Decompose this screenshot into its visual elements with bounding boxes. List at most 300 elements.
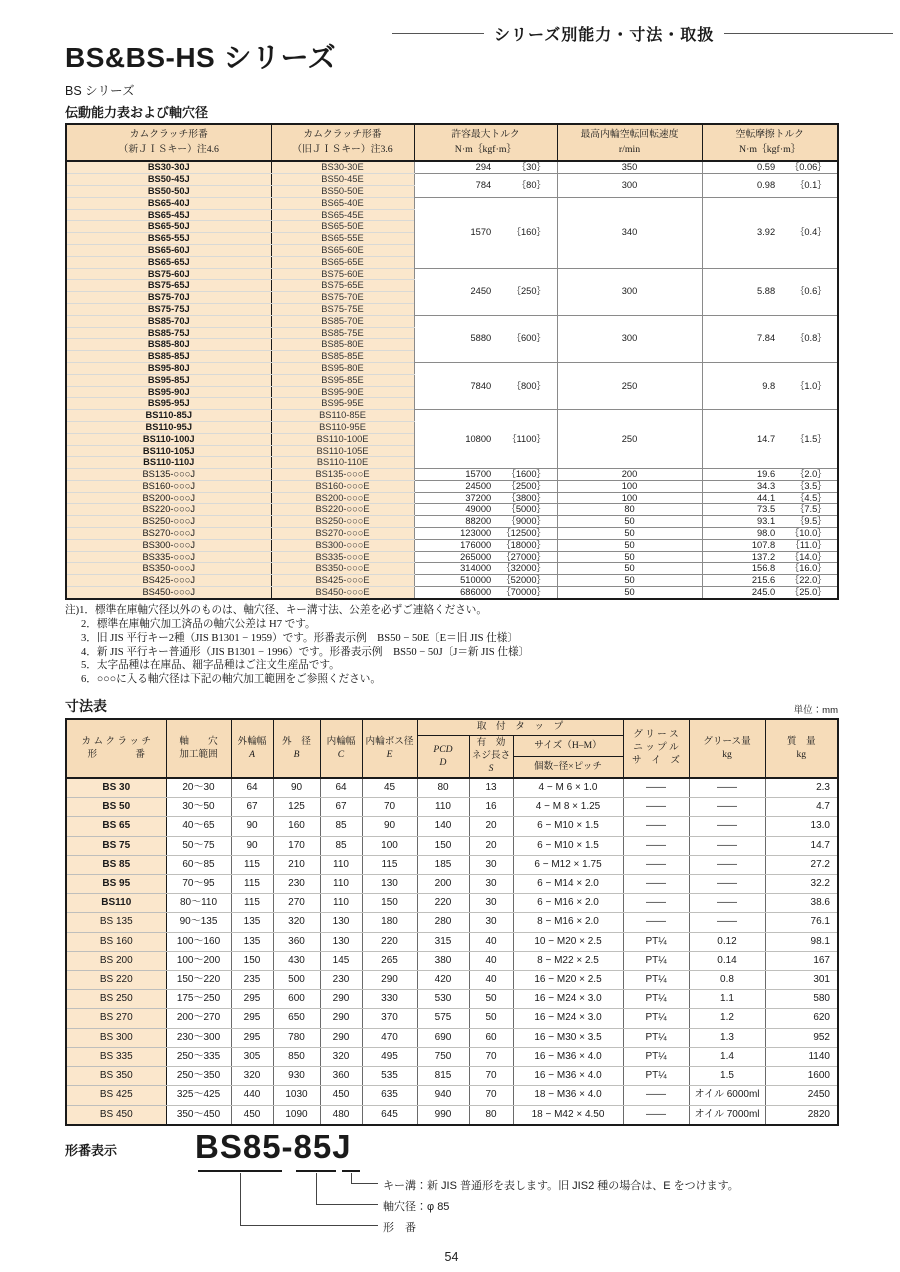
model-new-jis-cell: BS135-○○○J — [66, 469, 271, 481]
dimension-row — [66, 1086, 838, 1105]
torque-kgf-value: ｛160｝ — [511, 227, 546, 238]
capacity-table-header — [66, 124, 838, 161]
torque-nm-value: 314000 — [460, 563, 492, 574]
model-old-jis-cell: BS75-70E — [271, 292, 414, 304]
capacity-row — [66, 161, 838, 173]
max-torque-cell — [414, 268, 557, 315]
drag-nm-value: 14.7 — [757, 433, 776, 444]
model-old-jis-cell: BS75-75E — [271, 303, 414, 315]
drag-torque-cell — [702, 174, 838, 198]
unit-note: 単位：mm — [793, 705, 838, 717]
overrun-speed-cell: 300 — [557, 268, 702, 315]
grease-amount-cell: —— — [689, 798, 765, 817]
model-cell: BS 30 — [66, 778, 166, 798]
tap-size-cell: 6 − M10 × 1.5 — [513, 836, 623, 855]
overrun-speed-cell: 250 — [557, 410, 702, 469]
capacity-row — [66, 268, 838, 280]
thread-length-cell: 30 — [469, 913, 513, 932]
torque-nm-value: 15700 — [465, 469, 492, 480]
note-line — [65, 673, 838, 687]
overrun-speed-cell: 50 — [557, 528, 702, 540]
thread-length-cell: 30 — [469, 855, 513, 874]
drag-torque-cell — [702, 480, 838, 492]
model-old-jis-cell: BS335-○○○E — [271, 551, 414, 563]
inner-width-cell: 145 — [320, 951, 362, 970]
mass-cell: 4.7 — [765, 798, 838, 817]
dimension-row — [66, 778, 838, 798]
torque-nm-value: 123000 — [460, 528, 492, 539]
outer-width-cell: 440 — [231, 1086, 273, 1105]
pcd-cell: 220 — [417, 894, 469, 913]
max-torque-cell — [414, 161, 557, 173]
capacity-row — [66, 197, 838, 209]
underline-bore-part — [296, 1170, 336, 1172]
drag-kgf-value: ｛1.5｝ — [795, 433, 827, 444]
overrun-speed-cell: 80 — [557, 504, 702, 516]
inner-boss-diameter-cell: 635 — [362, 1086, 417, 1105]
tap-size-cell: 16 − M36 × 4.0 — [513, 1047, 623, 1066]
outer-diameter-cell: 230 — [273, 875, 320, 894]
model-new-jis-cell: BS425-○○○J — [66, 575, 271, 587]
grease-nipple-cell: —— — [623, 913, 689, 932]
model-old-jis-cell: BS65-60E — [271, 244, 414, 256]
max-torque-cell — [414, 539, 557, 551]
torque-kgf-value: ｛18000｝ — [501, 539, 546, 550]
inner-boss-diameter-cell: 645 — [362, 1105, 417, 1125]
model-old-jis-cell: BS135-○○○E — [271, 469, 414, 481]
dimension-table-body — [66, 778, 838, 1125]
dim-header-size-detail: 個数−径×ピッチ — [513, 757, 623, 778]
grease-amount-cell: —— — [689, 855, 765, 874]
grease-amount-cell: —— — [689, 875, 765, 894]
grease-nipple-cell: PT¼ — [623, 1028, 689, 1047]
torque-nm-value: 2450 — [470, 286, 492, 297]
grease-nipple-cell: —— — [623, 778, 689, 798]
grease-amount-cell: —— — [689, 836, 765, 855]
dimension-row — [66, 951, 838, 970]
grease-nipple-cell: PT¼ — [623, 990, 689, 1009]
model-cell: BS 425 — [66, 1086, 166, 1105]
bore-range-cell: 250〜335 — [166, 1047, 231, 1066]
model-cell: BS 65 — [66, 817, 166, 836]
mass-cell: 952 — [765, 1028, 838, 1047]
dimension-row — [66, 894, 838, 913]
dimension-table-header — [66, 719, 838, 778]
torque-kgf-value: ｛1100｝ — [507, 433, 546, 444]
model-cell: BS 85 — [66, 855, 166, 874]
drag-nm-value: 7.84 — [757, 333, 776, 344]
tap-size-cell: 6 − M10 × 1.5 — [513, 817, 623, 836]
drag-torque-cell — [702, 504, 838, 516]
model-old-jis-cell: BS50-45E — [271, 174, 414, 186]
torque-kgf-value: ｛250｝ — [511, 286, 546, 297]
torque-nm-value: 176000 — [460, 539, 492, 550]
capacity-row — [66, 528, 838, 540]
outer-diameter-cell: 320 — [273, 913, 320, 932]
torque-kgf-value: ｛30｝ — [516, 162, 546, 173]
outer-diameter-cell: 930 — [273, 1067, 320, 1086]
note-text: 5．太字品種は在庫品、細字品種はご注文生産品です。 — [81, 660, 340, 672]
outer-diameter-cell: 650 — [273, 1009, 320, 1028]
pcd-cell: 140 — [417, 817, 469, 836]
outer-diameter-cell: 780 — [273, 1028, 320, 1047]
dimension-row — [66, 1047, 838, 1066]
overrun-speed-cell: 50 — [557, 551, 702, 563]
dim-header-model: カ ム ク ラ ッ チ 形 番 — [66, 719, 166, 778]
model-cell: BS 220 — [66, 971, 166, 990]
pcd-cell: 420 — [417, 971, 469, 990]
dimension-row — [66, 990, 838, 1009]
outer-width-cell: 295 — [231, 1009, 273, 1028]
grease-nipple-cell: —— — [623, 1086, 689, 1105]
max-torque-cell — [414, 551, 557, 563]
max-torque-cell — [414, 528, 557, 540]
model-cell: BS 95 — [66, 875, 166, 894]
inner-width-cell: 85 — [320, 836, 362, 855]
outer-diameter-cell: 90 — [273, 778, 320, 798]
capacity-row — [66, 315, 838, 327]
pcd-cell: 280 — [417, 913, 469, 932]
torque-nm-value: 88200 — [465, 516, 492, 527]
torque-nm-value: 784 — [475, 180, 492, 191]
torque-nm-value: 510000 — [460, 575, 492, 586]
outer-width-cell: 450 — [231, 1105, 273, 1125]
model-new-jis-cell: BS110-85J — [66, 410, 271, 422]
outer-width-cell: 235 — [231, 971, 273, 990]
outer-width-cell: 64 — [231, 778, 273, 798]
grease-nipple-cell: —— — [623, 1105, 689, 1125]
torque-kgf-value: ｛3800｝ — [506, 492, 546, 503]
grease-amount-cell: 0.8 — [689, 971, 765, 990]
tap-size-cell: 16 − M24 × 3.0 — [513, 1009, 623, 1028]
model-old-jis-cell: BS30-30E — [271, 161, 414, 173]
drag-torque-cell — [702, 161, 838, 173]
drag-nm-value: 19.6 — [757, 469, 776, 480]
inner-boss-diameter-cell: 290 — [362, 971, 417, 990]
corner-tab-label: シリーズ別能力・寸法・取扱 — [494, 27, 715, 44]
bore-range-cell: 50〜75 — [166, 836, 231, 855]
pcd-cell: 315 — [417, 932, 469, 951]
grease-amount-cell: 1.3 — [689, 1028, 765, 1047]
dim-header-c: 内輪幅 C — [320, 719, 362, 778]
mass-cell: 98.1 — [765, 932, 838, 951]
drag-kgf-value: ｛3.5｝ — [795, 480, 827, 491]
grease-nipple-cell: —— — [623, 875, 689, 894]
model-new-jis-cell: BS95-85J — [66, 374, 271, 386]
torque-kgf-value: ｛9000｝ — [506, 516, 546, 527]
pcd-cell: 940 — [417, 1086, 469, 1105]
pcd-cell: 185 — [417, 855, 469, 874]
underline-key-part — [342, 1170, 360, 1172]
outer-width-cell: 135 — [231, 932, 273, 951]
dim-header-s: 有 効 ネジ長さ S — [469, 736, 513, 778]
note-text: 4．新 JIS 平行キー普通形（JIS B1301 − 1996）です。形番表示例 BS50 − 50J〔J＝新 JIS 仕様〕 — [81, 646, 530, 658]
torque-kgf-value: ｛70000｝ — [501, 587, 546, 598]
note-text: 3．旧 JIS 平行キー2種（JIS B1301 − 1959）です。形番表示例 BS50 − 50E〔E＝旧 JIS 仕様〕 — [81, 632, 518, 644]
model-old-jis-cell: BS270-○○○E — [271, 528, 414, 540]
col-header-drag-torque: 空転摩擦トルク N·m｛kgf·m｝ — [702, 124, 838, 161]
model-new-jis-cell: BS65-65J — [66, 256, 271, 268]
inner-width-cell: 110 — [320, 875, 362, 894]
max-torque-cell — [414, 469, 557, 481]
callout-line-model — [240, 1173, 378, 1226]
thread-length-cell: 16 — [469, 798, 513, 817]
model-code-section — [65, 1127, 838, 1234]
overrun-speed-cell: 300 — [557, 315, 702, 362]
drag-kgf-value: ｛9.5｝ — [795, 516, 827, 527]
drag-kgf-value: ｛25.0｝ — [789, 587, 827, 598]
inner-boss-diameter-cell: 370 — [362, 1009, 417, 1028]
torque-nm-value: 49000 — [465, 504, 492, 515]
drag-nm-value: 5.88 — [757, 286, 776, 297]
dim-header-b: 外 径 B — [273, 719, 320, 778]
dim-header-tap-group: 取 付 タ ッ プ — [417, 719, 623, 735]
capacity-section-heading: 伝動能力表および軸穴径 — [65, 105, 209, 120]
torque-kgf-value: ｛12500｝ — [501, 528, 546, 539]
mass-cell: 14.7 — [765, 836, 838, 855]
torque-nm-value: 24500 — [465, 480, 492, 491]
dimension-row — [66, 932, 838, 951]
model-old-jis-cell: BS220-○○○E — [271, 504, 414, 516]
bore-range-cell: 100〜200 — [166, 951, 231, 970]
outer-width-cell: 67 — [231, 798, 273, 817]
model-new-jis-cell: BS450-○○○J — [66, 587, 271, 599]
mass-cell: 2820 — [765, 1105, 838, 1125]
torque-kgf-value: ｛600｝ — [511, 333, 546, 344]
mass-cell: 2450 — [765, 1086, 838, 1105]
tap-size-cell: 8 − M22 × 2.5 — [513, 951, 623, 970]
bore-range-cell: 70〜95 — [166, 875, 231, 894]
outer-diameter-cell: 600 — [273, 990, 320, 1009]
tap-size-cell: 6 − M16 × 2.0 — [513, 894, 623, 913]
model-cell: BS 160 — [66, 932, 166, 951]
note-line — [65, 659, 838, 673]
overrun-speed-cell: 340 — [557, 197, 702, 268]
drag-nm-value: 156.8 — [751, 563, 776, 574]
outer-width-cell: 115 — [231, 855, 273, 874]
inner-width-cell: 290 — [320, 1028, 362, 1047]
tap-size-cell: 16 − M24 × 3.0 — [513, 990, 623, 1009]
bore-range-cell: 150〜220 — [166, 971, 231, 990]
col-header-new-jis: カムクラッチ形番 （新ＪＩＳキー）注4.6 — [66, 124, 271, 161]
pcd-cell: 380 — [417, 951, 469, 970]
model-new-jis-cell: BS65-40J — [66, 197, 271, 209]
drag-torque-cell — [702, 563, 838, 575]
tap-size-cell: 18 − M36 × 4.0 — [513, 1086, 623, 1105]
dimension-section-heading: 寸法表 — [65, 698, 107, 715]
note-prefix: 注) — [65, 604, 80, 616]
model-old-jis-cell: BS95-80E — [271, 362, 414, 374]
model-new-jis-cell: BS65-60J — [66, 244, 271, 256]
bore-range-cell: 100〜160 — [166, 932, 231, 951]
dimension-row — [66, 798, 838, 817]
inner-boss-diameter-cell: 330 — [362, 990, 417, 1009]
max-torque-cell — [414, 504, 557, 516]
model-new-jis-cell: BS95-90J — [66, 386, 271, 398]
torque-nm-value: 10800 — [465, 433, 492, 444]
model-new-jis-cell: BS300-○○○J — [66, 539, 271, 551]
callout-model-number: 形 番 — [383, 1221, 416, 1234]
tap-size-cell: 10 − M20 × 2.5 — [513, 932, 623, 951]
grease-amount-cell: 1.4 — [689, 1047, 765, 1066]
pcd-cell: 815 — [417, 1067, 469, 1086]
model-old-jis-cell: BS85-80E — [271, 339, 414, 351]
model-old-jis-cell: BS65-65E — [271, 256, 414, 268]
outer-diameter-cell: 360 — [273, 932, 320, 951]
model-old-jis-cell: BS110-85E — [271, 410, 414, 422]
tap-size-cell: 6 − M14 × 2.0 — [513, 875, 623, 894]
model-new-jis-cell: BS65-50J — [66, 221, 271, 233]
model-old-jis-cell: BS250-○○○E — [271, 516, 414, 528]
mass-cell: 32.2 — [765, 875, 838, 894]
max-torque-cell — [414, 575, 557, 587]
mass-cell: 13.0 — [765, 817, 838, 836]
capacity-row — [66, 516, 838, 528]
capacity-row — [66, 563, 838, 575]
drag-nm-value: 245.0 — [751, 587, 776, 598]
mass-cell: 76.1 — [765, 913, 838, 932]
model-cell: BS 300 — [66, 1028, 166, 1047]
model-old-jis-cell: BS110-100E — [271, 433, 414, 445]
max-torque-cell — [414, 197, 557, 268]
note-line — [65, 632, 838, 646]
model-new-jis-cell: BS110-110J — [66, 457, 271, 469]
mass-cell: 2.3 — [765, 778, 838, 798]
mass-cell: 580 — [765, 990, 838, 1009]
model-old-jis-cell: BS200-○○○E — [271, 492, 414, 504]
outer-width-cell: 90 — [231, 817, 273, 836]
corner-tab-rule-left — [392, 33, 484, 34]
capacity-row — [66, 551, 838, 563]
mass-cell: 27.2 — [765, 855, 838, 874]
outer-diameter-cell: 850 — [273, 1047, 320, 1066]
grease-amount-cell: —— — [689, 778, 765, 798]
tap-size-cell: 16 − M20 × 2.5 — [513, 971, 623, 990]
torque-kgf-value: ｛27000｝ — [501, 551, 546, 562]
thread-length-cell: 70 — [469, 1047, 513, 1066]
pcd-cell: 150 — [417, 836, 469, 855]
bore-range-cell: 60〜85 — [166, 855, 231, 874]
model-new-jis-cell: BS270-○○○J — [66, 528, 271, 540]
model-old-jis-cell: BS95-95E — [271, 398, 414, 410]
drag-torque-cell — [702, 315, 838, 362]
model-new-jis-cell: BS65-45J — [66, 209, 271, 221]
inner-boss-diameter-cell: 115 — [362, 855, 417, 874]
grease-nipple-cell: PT¼ — [623, 971, 689, 990]
outer-width-cell: 115 — [231, 875, 273, 894]
drag-kgf-value: ｛2.0｝ — [795, 469, 827, 480]
bore-range-cell: 250〜350 — [166, 1067, 231, 1086]
model-old-jis-cell: BS160-○○○E — [271, 480, 414, 492]
model-new-jis-cell: BS110-95J — [66, 421, 271, 433]
drag-nm-value: 137.2 — [751, 551, 776, 562]
inner-boss-diameter-cell: 130 — [362, 875, 417, 894]
model-old-jis-cell: BS50-50E — [271, 185, 414, 197]
drag-torque-cell — [702, 539, 838, 551]
mass-cell: 1600 — [765, 1067, 838, 1086]
torque-nm-value: 5880 — [470, 333, 492, 344]
model-old-jis-cell: BS95-90E — [271, 386, 414, 398]
model-new-jis-cell: BS75-65J — [66, 280, 271, 292]
model-new-jis-cell: BS50-50J — [66, 185, 271, 197]
drag-torque-cell — [702, 492, 838, 504]
thread-length-cell: 50 — [469, 990, 513, 1009]
max-torque-cell — [414, 174, 557, 198]
dim-header-size: サイズ（H–M） — [513, 736, 623, 757]
thread-length-cell: 70 — [469, 1086, 513, 1105]
note-text: 2．標準在庫軸穴加工済品の軸穴公差は H7 です。 — [81, 618, 316, 630]
drag-kgf-value: ｛0.6｝ — [795, 286, 827, 297]
drag-torque-cell — [702, 197, 838, 268]
drag-nm-value: 3.92 — [757, 227, 776, 238]
drag-torque-cell — [702, 516, 838, 528]
thread-length-cell: 70 — [469, 1067, 513, 1086]
dimension-row — [66, 1105, 838, 1125]
model-new-jis-cell: BS335-○○○J — [66, 551, 271, 563]
grease-amount-cell: 1.2 — [689, 1009, 765, 1028]
bore-range-cell: 90〜135 — [166, 913, 231, 932]
torque-nm-value: 294 — [475, 162, 492, 173]
thread-length-cell: 80 — [469, 1105, 513, 1125]
inner-width-cell: 320 — [320, 1047, 362, 1066]
inner-boss-diameter-cell: 535 — [362, 1067, 417, 1086]
grease-nipple-cell: —— — [623, 855, 689, 874]
inner-width-cell: 110 — [320, 855, 362, 874]
drag-torque-cell — [702, 528, 838, 540]
capacity-table — [65, 123, 839, 600]
model-old-jis-cell: BS65-55E — [271, 233, 414, 245]
drag-torque-cell — [702, 410, 838, 469]
model-old-jis-cell: BS110-95E — [271, 421, 414, 433]
inner-width-cell: 85 — [320, 817, 362, 836]
outer-width-cell: 295 — [231, 990, 273, 1009]
torque-kgf-value: ｛32000｝ — [501, 563, 546, 574]
dimension-row — [66, 1067, 838, 1086]
grease-amount-cell: —— — [689, 913, 765, 932]
dimension-row — [66, 1009, 838, 1028]
max-torque-cell — [414, 587, 557, 599]
capacity-row — [66, 174, 838, 186]
outer-diameter-cell: 500 — [273, 971, 320, 990]
inner-width-cell: 480 — [320, 1105, 362, 1125]
note-line — [65, 646, 838, 660]
grease-nipple-cell: PT¼ — [623, 932, 689, 951]
torque-kgf-value: ｛1600｝ — [506, 469, 546, 480]
drag-nm-value: 215.6 — [751, 575, 776, 586]
inner-width-cell: 360 — [320, 1067, 362, 1086]
outer-diameter-cell: 125 — [273, 798, 320, 817]
bore-range-cell: 325〜425 — [166, 1086, 231, 1105]
overrun-speed-cell: 100 — [557, 480, 702, 492]
inner-width-cell: 110 — [320, 894, 362, 913]
outer-width-cell: 320 — [231, 1067, 273, 1086]
drag-torque-cell — [702, 587, 838, 599]
outer-diameter-cell: 270 — [273, 894, 320, 913]
inner-boss-diameter-cell: 265 — [362, 951, 417, 970]
bore-range-cell: 80〜110 — [166, 894, 231, 913]
drag-nm-value: 93.1 — [757, 516, 776, 527]
max-torque-cell — [414, 480, 557, 492]
capacity-row — [66, 587, 838, 599]
capacity-row — [66, 362, 838, 374]
pcd-cell: 750 — [417, 1047, 469, 1066]
outer-diameter-cell: 1030 — [273, 1086, 320, 1105]
outer-diameter-cell: 170 — [273, 836, 320, 855]
drag-kgf-value: ｛1.0｝ — [795, 380, 827, 391]
capacity-row — [66, 469, 838, 481]
max-torque-cell — [414, 362, 557, 409]
torque-nm-value: 686000 — [460, 587, 492, 598]
